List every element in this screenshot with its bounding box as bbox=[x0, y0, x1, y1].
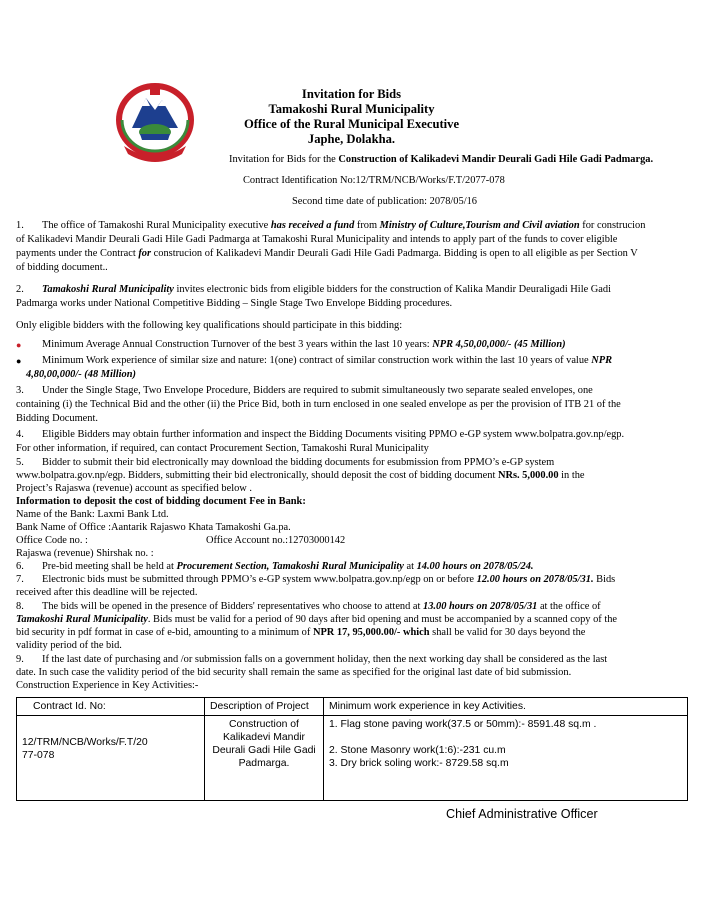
office-account: Office Account no.:12703000142 bbox=[206, 535, 346, 546]
bullet2-line1: Minimum Work experience of similar size and nature: 1(one) contract of similar construction work within the last 10 years of value NPR bbox=[42, 355, 613, 366]
activities-cell bbox=[324, 716, 688, 801]
para5-line3: Project’s Rajaswa (revenue) account as specified below . bbox=[16, 483, 253, 494]
office-code: Office Code no. : bbox=[16, 535, 88, 546]
desc-line3: Deurali Gadi Hile Gadi bbox=[212, 745, 316, 756]
para3-line1: 3. Under the Single Stage, Two Envelope Procedure, Bidders are required to submit simultaneously two separate sealed envelopes, one bbox=[16, 385, 593, 396]
para3-line2: containing (i) the Technical Bid and the other (ii) the Price Bid, both in turn enclosed in one sealed envelope as per the provision of ITB 21 of the bbox=[16, 399, 621, 410]
para7-line1: 7. Electronic bids must be submitted through PPMO’s e-GP system www.bolpatra.gov.np/egp on or before 12.00 hours on 2078/05/31. Bids bbox=[16, 574, 616, 585]
para8-line2: Tamakoshi Rural Municipality. Bids must be valid for a period of 90 days after bid opening and must be accompanied by a scanned copy of the bbox=[16, 614, 618, 625]
desc-line1: Construction of bbox=[229, 719, 299, 730]
para6: 6. Pre-bid meeting shall be held at Procurement Section, Tamakoshi Rural Municipality at 14.00 hours on 2078/05/24. bbox=[16, 561, 534, 572]
bank-name: Name of the Bank: Laxmi Bank Ltd. bbox=[16, 509, 169, 520]
table-header-row bbox=[17, 698, 688, 716]
desc-line4: Padmarga. bbox=[238, 758, 290, 769]
para2-line2: Padmarga works under National Competitive Bidding – Single Stage Two Envelope Bidding procedures. bbox=[16, 298, 453, 309]
qualifications-intro: Only eligible bidders with the following key qualifications should participate in this bidding: bbox=[16, 320, 403, 331]
table-row bbox=[17, 716, 688, 801]
activity-3: 3. Dry brick soling work:- 8729.58 sq.m bbox=[329, 758, 509, 769]
office-name: Office of the Rural Municipal Executive bbox=[243, 117, 460, 131]
contract-identification: Contract Identification No:12/TRM/NCB/Works/F.T/2077-078 bbox=[243, 175, 505, 186]
notice-subject: Construction of Kalikadevi Mandir Deurali Gadi Hile Gadi Padmarga. bbox=[338, 154, 654, 165]
notice-subject-line bbox=[229, 154, 653, 165]
para8-line3: bid security in pdf format in case of e-bid, amounting to a minimum of NPR 17, 95,000.00/- which shall be valid for 30 days beyond the bbox=[16, 627, 586, 638]
para8-line1: 8. The bids will be opened in the presence of Bidders' representatives who choose to attend at 13.00 hours on 2078/05/31 at the office of bbox=[16, 601, 601, 612]
para1-line2: of Kalikadevi Mandir Deurali Gadi Hile Gadi Padmarga at Tamakoshi Rural Municipality and intends to apply part of the funds to cover eligible bbox=[16, 234, 618, 245]
para2-line1: 2. Tamakoshi Rural Municipality invites electronic bids from eligible bidders for the construction of Kalika Mandir Deuraligadi Hile Gadi bbox=[16, 284, 611, 295]
bullet-red-icon: ● bbox=[16, 340, 22, 350]
para5-line1: 5. Bidder to submit their bid electronically may download the bidding documents for esubmission from PPMO’s e-GP system bbox=[16, 457, 555, 468]
activity-2: 2. Stone Masonry work(1:6):-231 cu.m bbox=[329, 745, 506, 756]
bank-office: Bank Name of Office :Aantarik Rajaswo Khata Tamakoshi Ga.pa. bbox=[16, 522, 291, 533]
bullet1: Minimum Average Annual Construction Turnover of the best 3 years within the last 10 years: NPR 4,50,00,000/- (45 Million) bbox=[42, 339, 566, 350]
bank-info-heading: Information to deposit the cost of bidding document Fee in Bank: bbox=[16, 496, 306, 507]
construction-experience-table bbox=[16, 697, 688, 801]
signature-title: Chief Administrative Officer bbox=[446, 807, 598, 821]
description-cell bbox=[205, 716, 324, 801]
para5-line2: www.bolpatra.gov.np/egp. Bidders, submitting their bid electronically, should deposit the cost of bidding document NRs. 5,000.00 in the bbox=[16, 470, 585, 481]
publication-date: Second time date of publication: 2078/05/16 bbox=[292, 196, 477, 207]
bullet2-line2: 4,80,00,000/- (48 Million) bbox=[26, 369, 136, 380]
header-min-experience: Minimum work experience in key Activities. bbox=[324, 698, 688, 716]
para9-line1: 9. If the last date of purchasing and /or submission falls on a government holiday, then the next working day shall be considered as the last bbox=[16, 654, 608, 665]
desc-line2: Kalikadevi Mandir bbox=[222, 732, 305, 743]
para3-line3: Bidding Document. bbox=[16, 413, 98, 424]
contract-id-line2: 77-078 bbox=[22, 750, 55, 761]
para1-line1: 1. The office of Tamakoshi Rural Municipality executive has received a fund from Ministry of Culture,Tourism and Civil aviation for construcion bbox=[16, 220, 646, 231]
contract-id-cell bbox=[17, 716, 205, 801]
contract-id-line1: 12/TRM/NCB/Works/F.T/20 bbox=[22, 737, 148, 748]
para7-line2: received after this deadline will be rejected. bbox=[16, 587, 198, 598]
construction-heading: Construction Experience in Key Activities:- bbox=[16, 680, 199, 691]
notice-title: Invitation for Bids bbox=[301, 87, 402, 101]
para4-line2: For other information, if required, can contact Procurement Section, Tamakoshi Rural Municipality bbox=[16, 443, 429, 454]
para9-line2: date. In such case the validity period of the bid security shall remain the same as specified for the original last date of bid submission. bbox=[16, 667, 572, 678]
para1-line3: payments under the Contract for construcion of Kalikadevi Mandir Deurali Gadi Hile Gadi Padmarga. Bidding is open to all eligible as per Section V bbox=[16, 248, 638, 259]
municipality-name: Tamakoshi Rural Municipality bbox=[268, 102, 435, 116]
activity-1: 1. Flag stone paving work(37.5 or 50mm):- 8591.48 sq.m . bbox=[329, 719, 597, 730]
bullet-icon: ● bbox=[16, 356, 22, 366]
para8-line4: validity period of the bid. bbox=[16, 640, 122, 651]
para4-line1: 4. Eligible Bidders may obtain further information and inspect the Bidding Documents visiting PPMO e-GP system www.bolpatra.gov.np/egp. bbox=[16, 429, 625, 440]
para1-line4: of bidding document.. bbox=[16, 262, 108, 273]
notice-intro: Invitation for Bids for the bbox=[229, 154, 336, 165]
header-description: Description of Project bbox=[205, 698, 324, 716]
office-location: Japhe, Dolakha. bbox=[307, 132, 396, 146]
header-contract-id: Contract Id. No: bbox=[17, 698, 205, 716]
rajaswa-shirshak: Rajaswa (revenue) Shirshak no. : bbox=[16, 548, 154, 559]
